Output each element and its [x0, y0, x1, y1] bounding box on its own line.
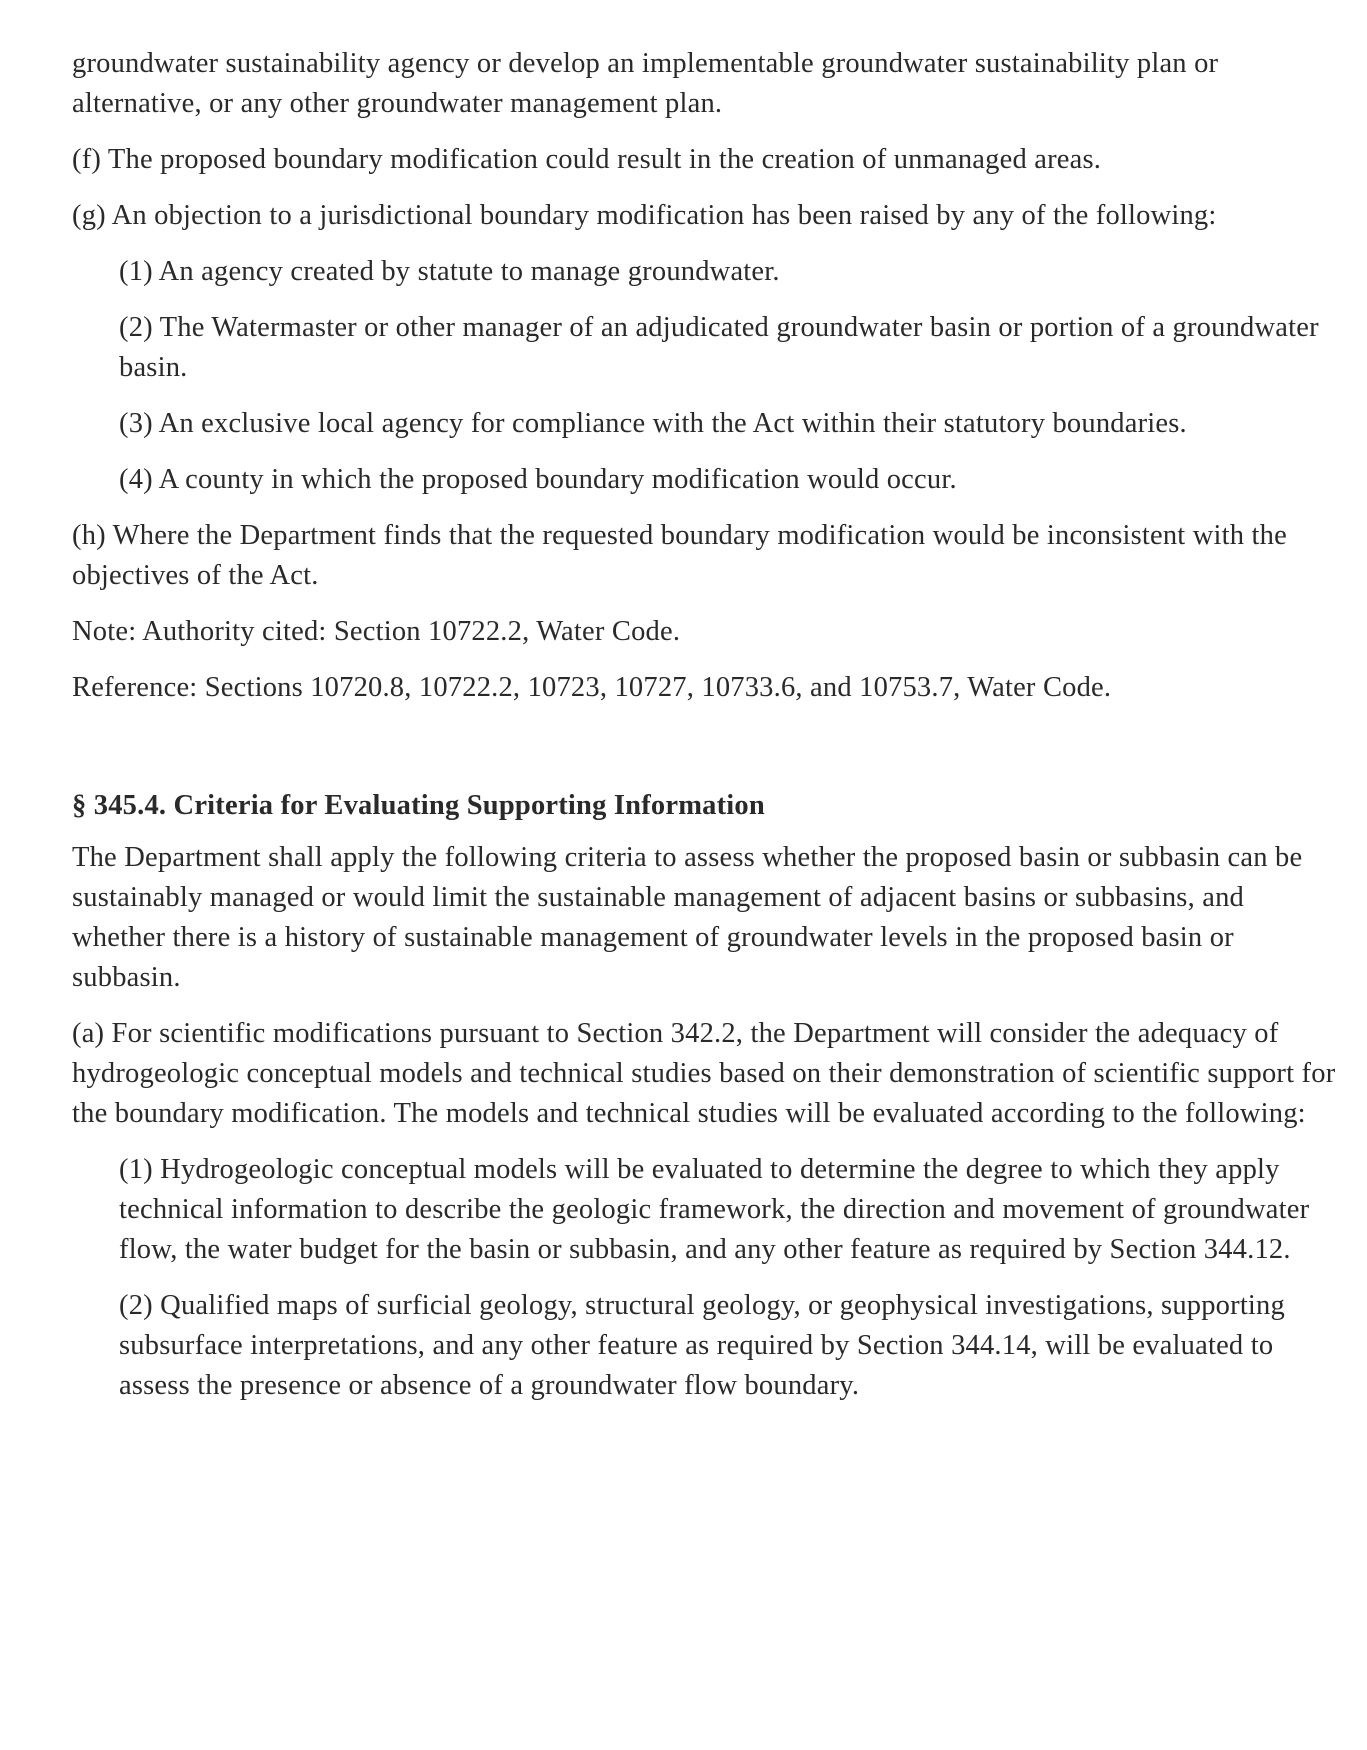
document-page [72, 44, 1342, 1422]
paragraph-continuation: groundwater sustainability agency or develop an implementable groundwater sustainability plan or alternative, or any other groundwater management plan. [72, 48, 1219, 119]
paragraph-item-a: (a) For scientific modifications pursuant to Section 342.2, the Department will consider the adequacy of hydrogeologic conceptual models and technical studies based on their demonstration of scientific support for the boundary modification. The models and technical studies will be evaluated according to the following: [72, 1018, 1336, 1129]
criteria-item-1: (1) Hydrogeologic conceptual models will be evaluated to determine the degree to which they apply technical information to describe the geologic framework, the direction and movement of groundwater flow, the water budget for the basin or subbasin, and any other feature as required by Section 344.12. [119, 1154, 1310, 1265]
section-heading: § 345.4. Criteria for Evaluating Supporting Information [72, 790, 765, 821]
objection-item-4: (4) A county in which the proposed boundary modification would occur. [119, 464, 957, 495]
paragraph-item-g: (g) An objection to a jurisdictional boundary modification has been raised by any of the following: [72, 200, 1217, 231]
section-spacer [72, 724, 1342, 786]
criteria-item-2: (2) Qualified maps of surficial geology, structural geology, or geophysical investigations, supporting subsurface interpretations, and any other feature as required by Section 344.14, will be evaluated to assess the presence or absence of a groundwater flow boundary. [119, 1290, 1285, 1401]
objection-item-2: (2) The Watermaster or other manager of an adjudicated groundwater basin or portion of a groundwater basin. [119, 312, 1319, 383]
note-authority: Note: Authority cited: Section 10722.2, Water Code. [72, 616, 681, 647]
note-reference: Reference: Sections 10720.8, 10722.2, 10723, 10727, 10733.6, and 10753.7, Water Code. [72, 672, 1112, 703]
paragraph-item-f: (f) The proposed boundary modification could result in the creation of unmanaged areas. [72, 144, 1102, 175]
section-intro: The Department shall apply the following criteria to assess whether the proposed basin or subbasin can be sustainably managed or would limit the sustainable management of adjacent basins or subbasins, and whether there is a history of sustainable management of groundwater levels in the proposed basin or subbasin. [72, 842, 1303, 993]
paragraph-item-h: (h) Where the Department finds that the requested boundary modification would be inconsistent with the objectives of the Act. [72, 520, 1287, 591]
objection-item-3: (3) An exclusive local agency for compliance with the Act within their statutory boundaries. [119, 408, 1187, 439]
objection-item-1: (1) An agency created by statute to manage groundwater. [119, 256, 780, 287]
